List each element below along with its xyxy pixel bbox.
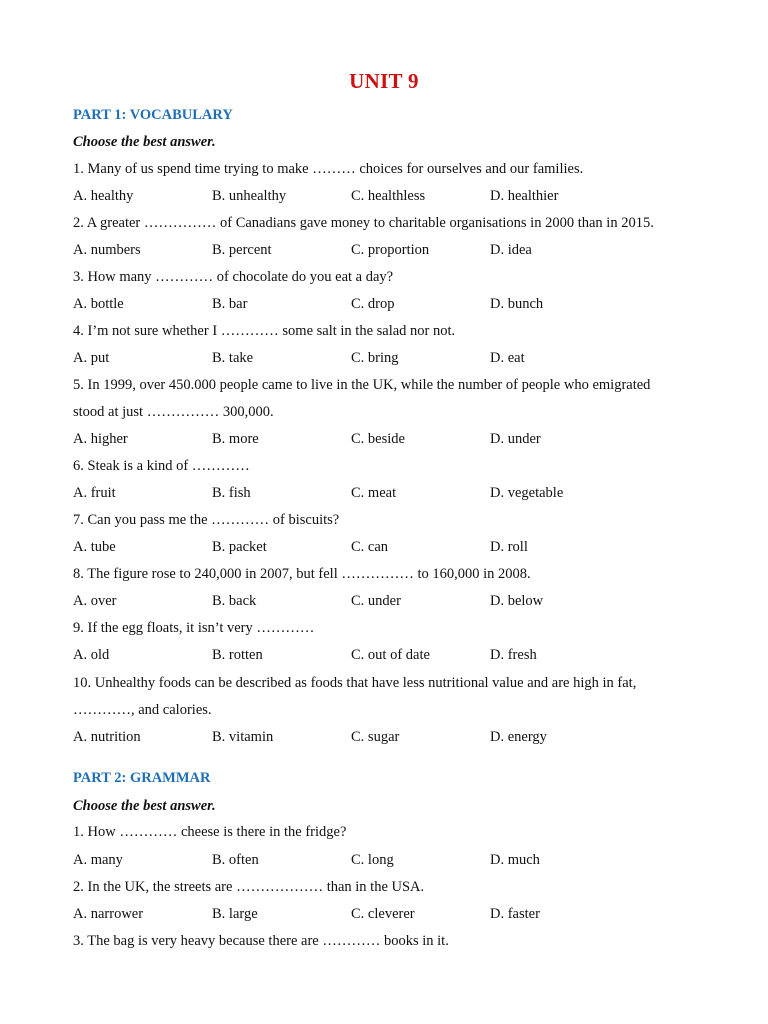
option-c[interactable]: C. out of date	[351, 647, 430, 663]
option-a[interactable]: A. old	[73, 647, 110, 663]
option-b[interactable]: B. more	[212, 431, 259, 447]
option-a[interactable]: A. tube	[73, 539, 116, 555]
part1-heading: PART 1: VOCABULARY	[73, 107, 233, 123]
question-text: 2. In the UK, the streets are ……………… than in the USA.	[73, 879, 425, 895]
option-b[interactable]: B. percent	[212, 242, 272, 258]
answer-options	[73, 593, 693, 613]
question-text: 3. The bag is very heavy because there are ………… books in it.	[73, 933, 449, 949]
option-b[interactable]: B. take	[212, 350, 254, 366]
question-text: 10. Unhealthy foods can be described as foods that have less nutritional value and are high in fat,	[73, 675, 637, 691]
question-text: 7. Can you pass me the ………… of biscuits?	[73, 512, 340, 528]
answer-options	[73, 485, 693, 505]
option-a[interactable]: A. over	[73, 593, 117, 609]
unit-title: UNIT 9	[349, 69, 419, 93]
option-a[interactable]: A. narrower	[73, 906, 144, 922]
answer-options	[73, 729, 693, 749]
part2-instruction: Choose the best answer.	[73, 798, 216, 814]
option-a[interactable]: A. fruit	[73, 485, 116, 501]
answer-options	[73, 647, 693, 667]
option-c[interactable]: C. healthless	[351, 188, 426, 204]
option-b[interactable]: B. bar	[212, 296, 248, 312]
option-d[interactable]: D. eat	[490, 350, 525, 366]
option-a[interactable]: A. many	[73, 852, 123, 868]
option-d[interactable]: D. bunch	[490, 296, 544, 312]
question-text: 1. Many of us spend time trying to make ……… choices for ourselves and our families.	[73, 161, 584, 177]
option-a[interactable]: A. numbers	[73, 242, 141, 258]
option-d[interactable]: D. fresh	[490, 647, 537, 663]
option-c[interactable]: C. sugar	[351, 729, 400, 745]
question-text: 9. If the egg floats, it isn’t very …………	[73, 620, 315, 636]
option-d[interactable]: D. roll	[490, 539, 528, 555]
option-b[interactable]: B. vitamin	[212, 729, 274, 745]
option-c[interactable]: C. beside	[351, 431, 405, 447]
question-text: 2. A greater …………… of Canadians gave money to charitable organisations in 2000 than in 2015.	[73, 215, 654, 231]
option-c[interactable]: C. can	[351, 539, 389, 555]
option-b[interactable]: B. packet	[212, 539, 267, 555]
part2-heading: PART 2: GRAMMAR	[73, 770, 211, 786]
option-c[interactable]: C. meat	[351, 485, 397, 501]
option-d[interactable]: D. under	[490, 431, 541, 447]
question-text: 6. Steak is a kind of …………	[73, 458, 250, 474]
option-b[interactable]: B. often	[212, 852, 259, 868]
option-c[interactable]: C. drop	[351, 296, 395, 312]
question-text: 8. The figure rose to 240,000 in 2007, but fell …………… to 160,000 in 2008.	[73, 566, 531, 582]
answer-options	[73, 539, 693, 559]
option-a[interactable]: A. higher	[73, 431, 128, 447]
option-d[interactable]: D. energy	[490, 729, 547, 745]
option-a[interactable]: A. bottle	[73, 296, 124, 312]
option-d[interactable]: D. below	[490, 593, 544, 609]
option-a[interactable]: A. healthy	[73, 188, 134, 204]
question-text: 1. How ………… cheese is there in the fridge?	[73, 824, 347, 840]
option-c[interactable]: C. proportion	[351, 242, 430, 258]
option-c[interactable]: C. long	[351, 852, 394, 868]
question-text-continued: …………, and calories.	[73, 702, 212, 718]
answer-options	[73, 431, 693, 451]
option-b[interactable]: B. large	[212, 906, 258, 922]
option-c[interactable]: C. cleverer	[351, 906, 415, 922]
answer-options	[73, 906, 693, 926]
option-a[interactable]: A. put	[73, 350, 110, 366]
answer-options	[73, 188, 693, 208]
option-d[interactable]: D. healthier	[490, 188, 559, 204]
answer-options	[73, 350, 693, 370]
option-d[interactable]: D. vegetable	[490, 485, 564, 501]
option-d[interactable]: D. faster	[490, 906, 540, 922]
option-b[interactable]: B. unhealthy	[212, 188, 287, 204]
part1-instruction: Choose the best answer.	[73, 134, 216, 150]
option-d[interactable]: D. idea	[490, 242, 532, 258]
option-c[interactable]: C. bring	[351, 350, 399, 366]
option-b[interactable]: B. rotten	[212, 647, 263, 663]
answer-options	[73, 852, 693, 872]
option-d[interactable]: D. much	[490, 852, 540, 868]
question-text: 4. I’m not sure whether I ………… some salt in the salad nor not.	[73, 323, 456, 339]
question-text: 3. How many ………… of chocolate do you eat a day?	[73, 269, 394, 285]
question-text: 5. In 1999, over 450.000 people came to live in the UK, while the number of people who emigrated	[73, 377, 651, 393]
answer-options	[73, 242, 693, 262]
option-b[interactable]: B. fish	[212, 485, 251, 501]
option-a[interactable]: A. nutrition	[73, 729, 141, 745]
option-c[interactable]: C. under	[351, 593, 401, 609]
answer-options	[73, 296, 693, 316]
question-text-continued: stood at just …………… 300,000.	[73, 404, 274, 420]
option-b[interactable]: B. back	[212, 593, 257, 609]
